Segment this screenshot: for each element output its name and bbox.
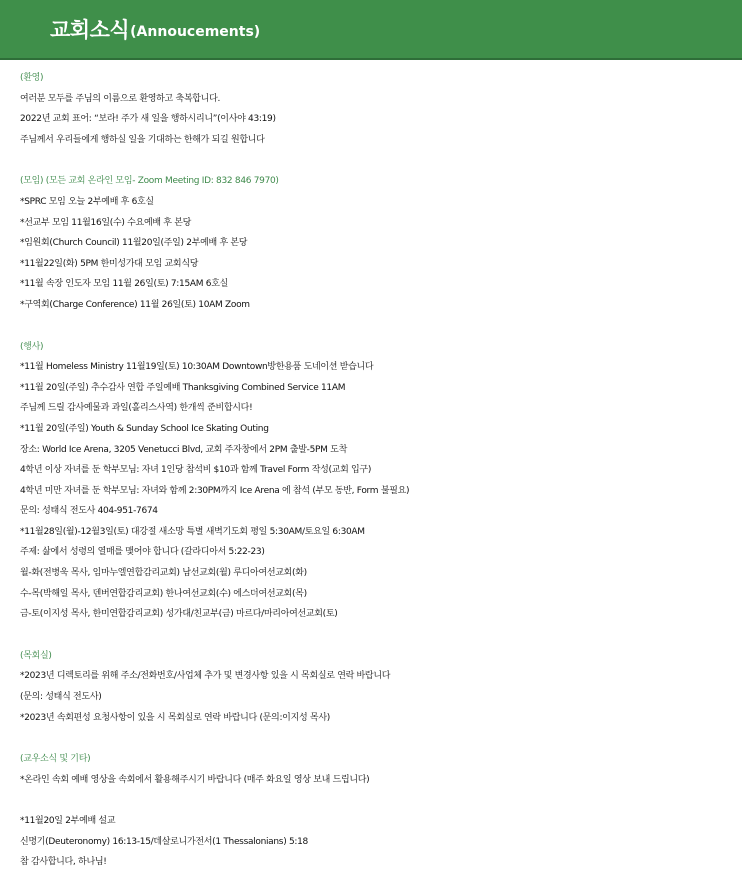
announcement-line: *11월 20일(주일) Youth & Sunday School Ice Skating Outing xyxy=(20,423,269,434)
announcement-line: *11월 속장 인도자 모임 11월 26일(토) 7:15AM 6호실 xyxy=(20,279,228,290)
section-heading: (환영) xyxy=(20,73,44,83)
announcement-line: *11월28일(월)-12월3일(토) 대강절 새소망 특별 새벽기도회 평일 5:30AM/토요일 6:30AM xyxy=(20,526,365,537)
announcement-line: (문의: 성태식 전도사) xyxy=(20,692,102,703)
page-title: 교회소식 xyxy=(50,18,130,42)
announcement-section xyxy=(20,337,742,625)
announcement-section xyxy=(20,646,742,728)
announcement-line: 수-목(박해일 목사, 덴버연합감리교회) 한나여선교회(수) 에스더여선교회(목) xyxy=(20,588,307,599)
section-heading: (행사) xyxy=(20,341,44,352)
announcement-section xyxy=(20,749,742,873)
announcement-line: 금-토(이지성 목사, 한미연합감리교회) 성가대/친교부(금) 마르다/마리아여선교회(토) xyxy=(20,609,338,620)
announcement-line: 주님께서 우리들에게 행하실 일을 기대하는 한해가 되길 원합니다 xyxy=(20,134,265,145)
announcement-line: 신명기(Deuteronomy) 16:13-15/데살로니가전서(1 Thessalonians) 5:18 xyxy=(20,836,308,847)
announcement-line: *선교부 모임 11월16일(수) 수요예배 후 본당 xyxy=(20,217,192,228)
announcement-line: 문의: 성태식 전도사 404-951-7674 xyxy=(20,506,158,517)
announcement-line: 여러분 모두를 주님의 이름으로 환영하고 축복합니다. xyxy=(20,93,221,104)
page-subtitle: (Annoucements) xyxy=(130,23,261,40)
announcement-line: *SPRC 모임 오늘 2부예배 후 6호실 xyxy=(20,196,154,207)
announcement-line: *11월22일(화) 5PM 한미성가대 모임 교회식당 xyxy=(20,258,199,269)
blank-line xyxy=(20,790,742,811)
announcement-line: *11월20일 2부예배 설교 xyxy=(20,816,116,826)
announcement-line: *2023년 속회편성 요청사항이 있을 시 목회실로 연락 바랍니다 (문의:이지성 목사) xyxy=(20,712,330,723)
section-heading: (교우소식 및 기타) xyxy=(20,754,91,765)
announcement-line: 주님께 드릴 감사예물과 과일(홀리스사역) 한개씩 준비합시다! xyxy=(20,403,253,414)
announcement-line: 참 감사합니다, 하나님! xyxy=(20,857,107,868)
announcement-line: 4학년 이상 자녀를 둔 학부모님: 자녀 1인당 참석비 $10과 함께 Travel Form 작성(교회 입구) xyxy=(20,465,372,476)
announcement-line: 4학년 미만 자녀를 둔 학부모님: 자녀와 함께 2:30PM까지 Ice Arena 에 참석 (부모 동반, Form 불필요) xyxy=(20,485,410,496)
announcement-line: 2022년 교회 표어: “보라! 주가 새 일을 행하시리니”(이사야 43:19) xyxy=(20,114,276,125)
announcement-line: 월-화(전병욱 목사, 임마누엘연합감리교회) 남선교회(월) 루디아여선교회(화) xyxy=(20,568,307,579)
announcement-line: 주제: 삶에서 성령의 열매를 맺어야 합니다 (갈라디아서 5:22-23) xyxy=(20,547,265,558)
announcement-line: *온라인 속회 예배 영상을 속회에서 활용해주시기 바랍니다 (매주 화요일 영상 보내 드립니다) xyxy=(20,774,370,785)
section-heading: (목회실) xyxy=(20,650,52,661)
section-heading: (모임) (모든 교회 온라인 모임- Zoom Meeting ID: 832 846 7970) xyxy=(20,176,279,187)
announcements-body xyxy=(0,60,742,873)
announcement-line: *11월 Homeless Ministry 11월19일(토) 10:30AM Downtown방한용품 도네이션 받습니다 xyxy=(20,362,374,373)
announcement-line: *2023년 디렉토리를 위해 주소/전화번호/사업체 추가 및 변경사항 있을 시 목회실로 연락 바랍니다 xyxy=(20,671,391,682)
announcement-line: *임원회(Church Council) 11월20일(주일) 2부예배 후 본당 xyxy=(20,238,248,249)
announcement-section xyxy=(20,68,742,150)
announcement-line: *11월 20일(주일) 추수감사 연합 주일예배 Thanksgiving Combined Service 11AM xyxy=(20,382,346,393)
announcement-section xyxy=(20,171,742,315)
announcement-line: *구역회(Charge Conference) 11월 26일(토) 10AM Zoom xyxy=(20,299,250,310)
header-bar xyxy=(0,0,742,60)
announcement-line: 장소: World Ice Arena, 3205 Venetucci Blvd, 교회 주자창에서 2PM 출발-5PM 도착 xyxy=(20,444,347,455)
